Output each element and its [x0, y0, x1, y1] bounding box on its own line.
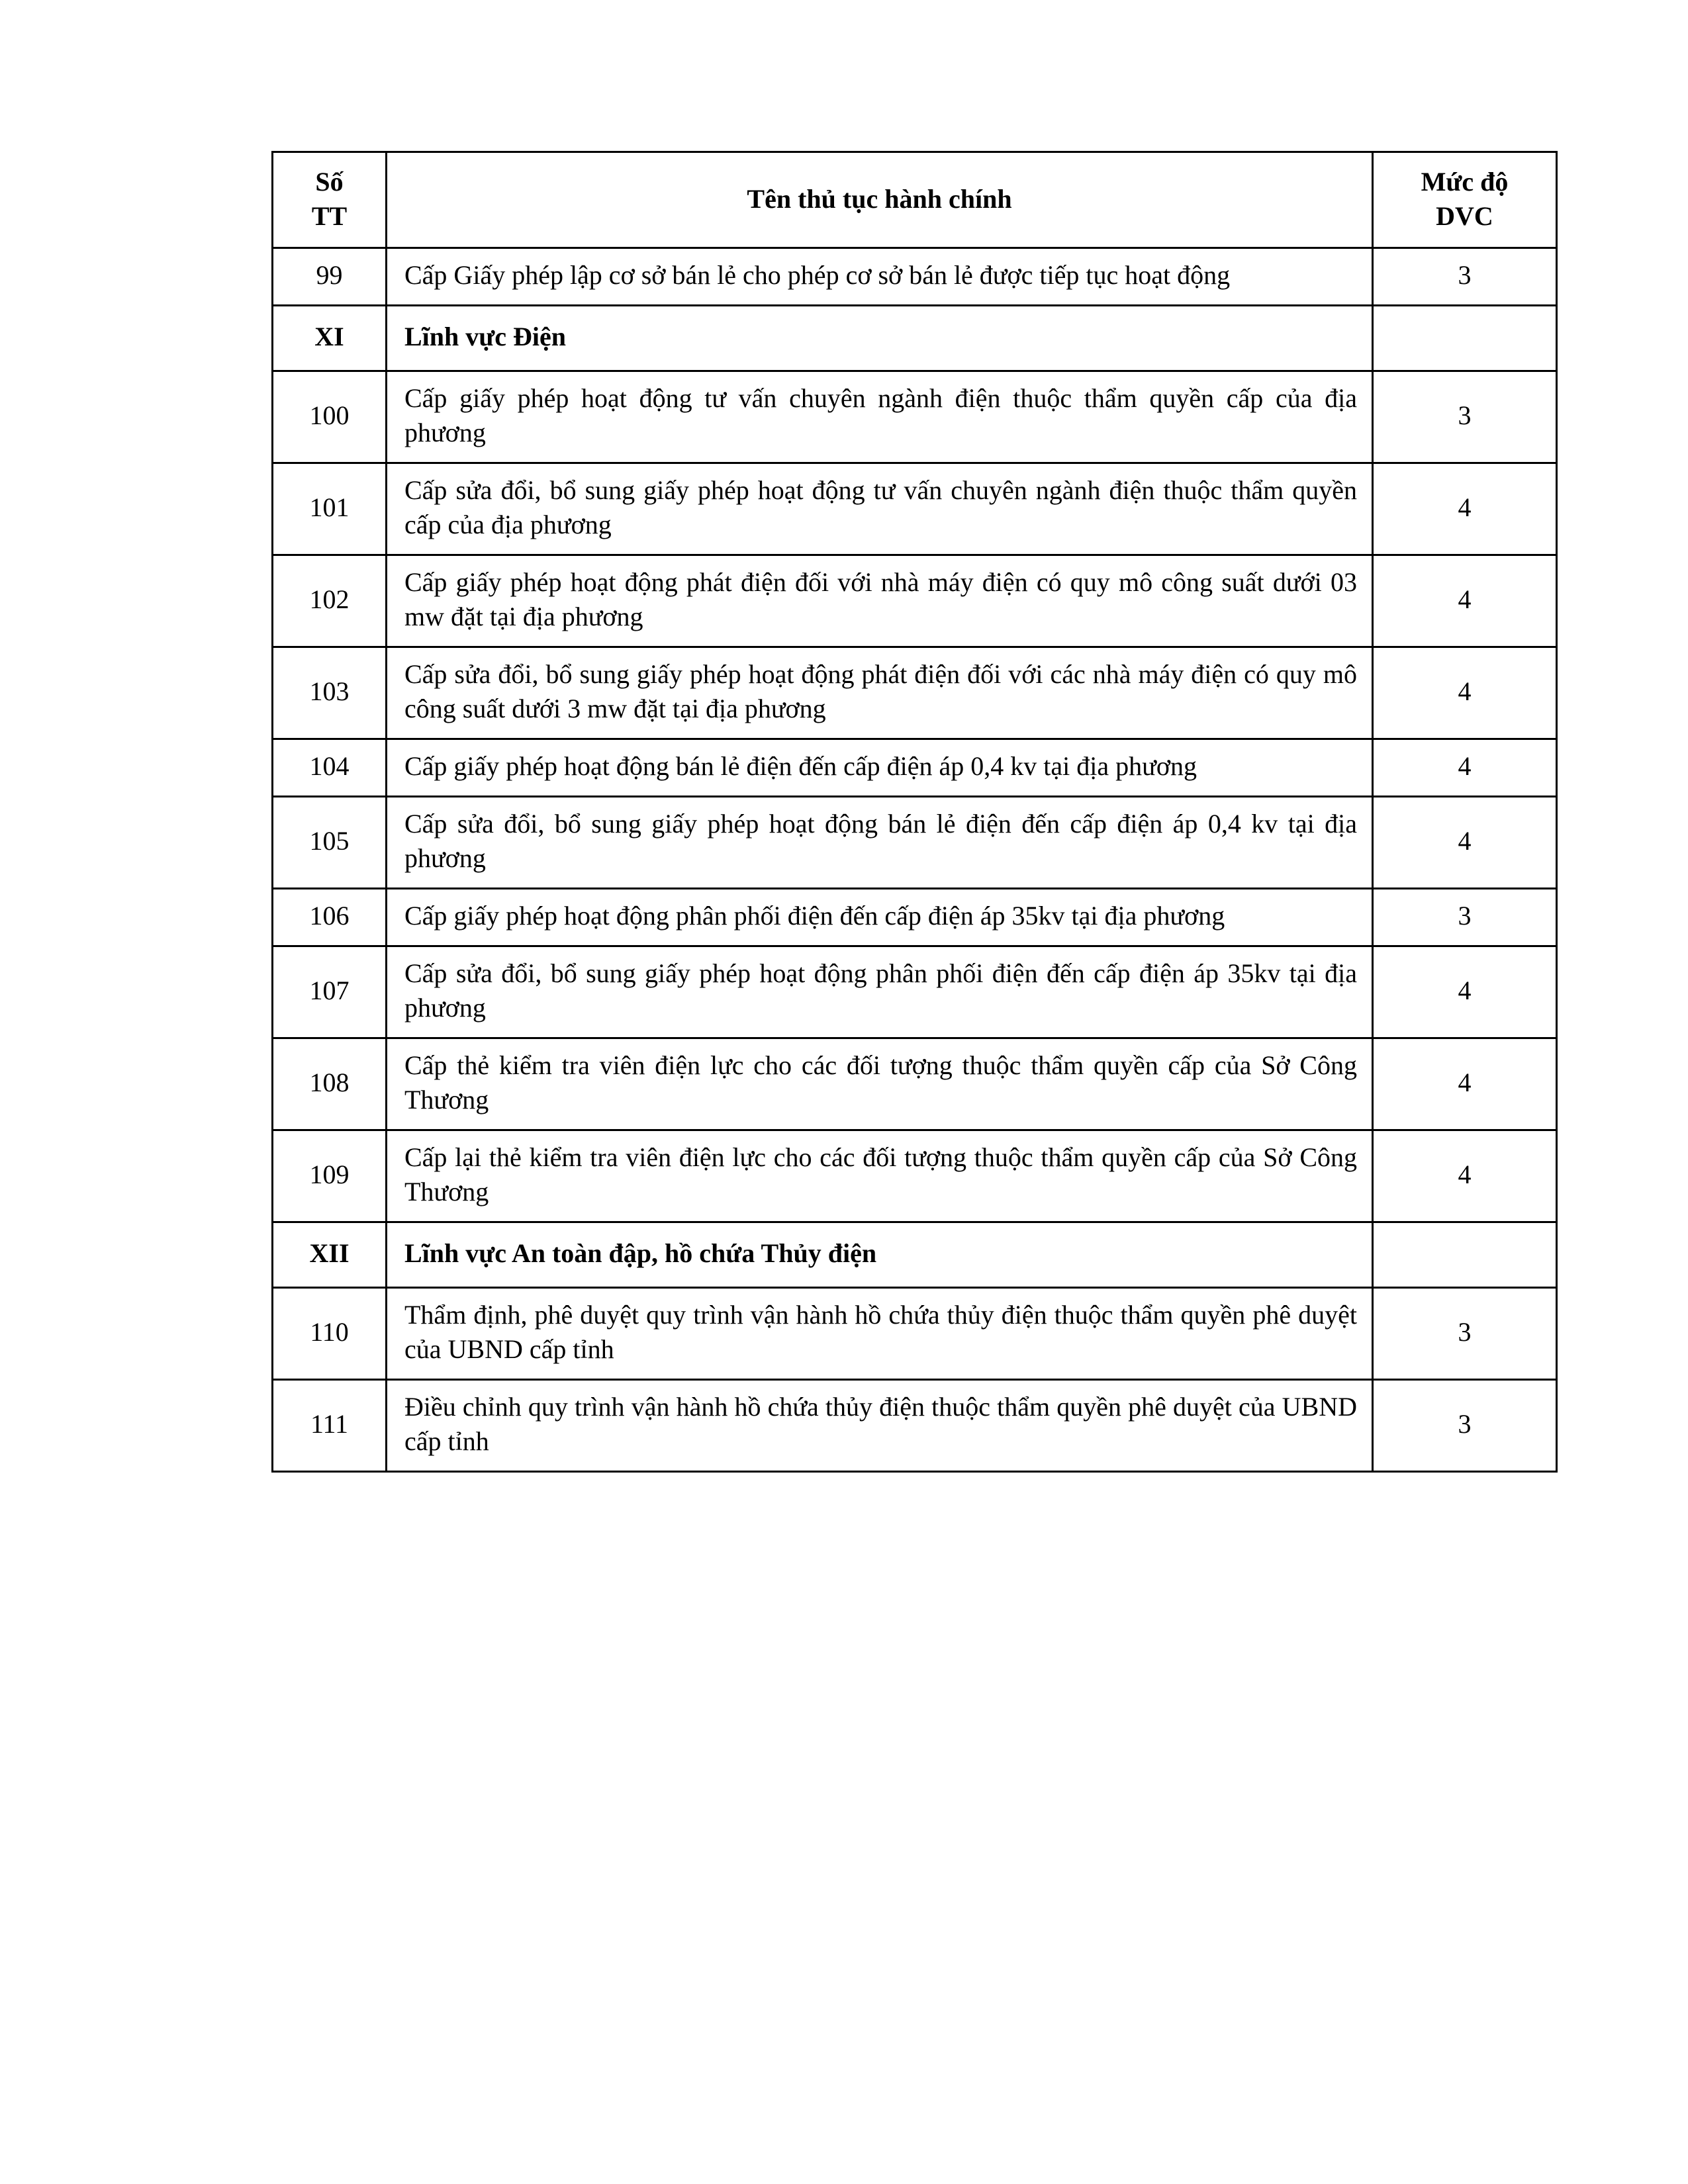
- row-section-title: Lĩnh vực An toàn đập, hồ chứa Thủy điện: [387, 1222, 1373, 1288]
- row-service-level: 4: [1373, 739, 1557, 797]
- column-header-service-level: [1373, 152, 1557, 248]
- row-procedure-name: Cấp sửa đổi, bổ sung giấy phép hoạt động tư vấn chuyên ngành điện thuộc thẩm quyền cấp của địa phương: [387, 463, 1373, 555]
- table-row: [273, 1380, 1557, 1472]
- column-header-stt: [273, 152, 387, 248]
- row-service-level: 3: [1373, 248, 1557, 306]
- row-stt: 101: [273, 463, 387, 555]
- column-header-procedure-name: Tên thủ tục hành chính: [387, 152, 1373, 248]
- row-service-level: 4: [1373, 555, 1557, 647]
- row-stt: 109: [273, 1130, 387, 1222]
- table-row: [273, 1038, 1557, 1130]
- row-service-level: 4: [1373, 946, 1557, 1038]
- row-stt: 99: [273, 248, 387, 306]
- row-stt: 108: [273, 1038, 387, 1130]
- row-service-level: 3: [1373, 371, 1557, 463]
- column-header-muc-line2: DVC: [1436, 201, 1493, 231]
- row-stt: 104: [273, 739, 387, 797]
- table-row: [273, 797, 1557, 889]
- row-procedure-name: Cấp sửa đổi, bổ sung giấy phép hoạt động bán lẻ điện đến cấp điện áp 0,4 kv tại địa phương: [387, 797, 1373, 889]
- row-procedure-name: Cấp thẻ kiểm tra viên điện lực cho các đối tượng thuộc thẩm quyền cấp của Sở Công Thương: [387, 1038, 1373, 1130]
- table-row: [273, 463, 1557, 555]
- row-stt: 100: [273, 371, 387, 463]
- row-procedure-name: Cấp lại thẻ kiểm tra viên điện lực cho các đối tượng thuộc thẩm quyền cấp của Sở Công Thương: [387, 1130, 1373, 1222]
- row-section-title: Lĩnh vực Điện: [387, 306, 1373, 371]
- table-row-section: [273, 1222, 1557, 1288]
- row-procedure-name: Cấp giấy phép hoạt động phát điện đối với nhà máy điện có quy mô công suất dưới 03 mw đặt tại địa phương: [387, 555, 1373, 647]
- row-stt: 105: [273, 797, 387, 889]
- table-row: [273, 248, 1557, 306]
- table-row: [273, 1130, 1557, 1222]
- column-header-muc-line1: Mức độ: [1421, 167, 1509, 197]
- table-row: [273, 946, 1557, 1038]
- row-stt: 110: [273, 1288, 387, 1380]
- row-service-level: 3: [1373, 1380, 1557, 1472]
- row-procedure-name: Cấp sửa đổi, bổ sung giấy phép hoạt động phát điện đối với các nhà máy điện có quy mô công suất dưới 3 mw đặt tại địa phương: [387, 647, 1373, 739]
- row-procedure-name: Thẩm định, phê duyệt quy trình vận hành hồ chứa thủy điện thuộc thẩm quyền phê duyệt của UBND cấp tỉnh: [387, 1288, 1373, 1380]
- table-row: [273, 1288, 1557, 1380]
- row-stt: 103: [273, 647, 387, 739]
- table-row: [273, 371, 1557, 463]
- table-row: [273, 889, 1557, 946]
- row-stt: XII: [273, 1222, 387, 1288]
- row-service-level: 4: [1373, 1130, 1557, 1222]
- row-stt: 106: [273, 889, 387, 946]
- table-body: [273, 248, 1557, 1472]
- row-stt: 107: [273, 946, 387, 1038]
- column-header-stt-line2: TT: [311, 201, 348, 231]
- table-row: [273, 647, 1557, 739]
- table-row: [273, 555, 1557, 647]
- column-header-stt-line1: Số: [315, 167, 344, 197]
- row-procedure-name: Cấp giấy phép hoạt động bán lẻ điện đến cấp điện áp 0,4 kv tại địa phương: [387, 739, 1373, 797]
- row-service-level: 4: [1373, 797, 1557, 889]
- administrative-procedures-table: [271, 151, 1558, 1473]
- row-service-level: 4: [1373, 1038, 1557, 1130]
- table-header-row: [273, 152, 1557, 248]
- row-stt: 111: [273, 1380, 387, 1472]
- table-row: [273, 739, 1557, 797]
- row-procedure-name: Cấp Giấy phép lập cơ sở bán lẻ cho phép cơ sở bán lẻ được tiếp tục hoạt động: [387, 248, 1373, 306]
- row-procedure-name: Cấp sửa đổi, bổ sung giấy phép hoạt động phân phối điện đến cấp điện áp 35kv tại địa phương: [387, 946, 1373, 1038]
- row-stt: 102: [273, 555, 387, 647]
- row-stt: XI: [273, 306, 387, 371]
- row-service-level: [1373, 1222, 1557, 1288]
- row-service-level: 3: [1373, 889, 1557, 946]
- table-row-section: [273, 306, 1557, 371]
- row-service-level: 4: [1373, 647, 1557, 739]
- row-service-level: [1373, 306, 1557, 371]
- row-service-level: 3: [1373, 1288, 1557, 1380]
- row-procedure-name: Cấp giấy phép hoạt động tư vấn chuyên ngành điện thuộc thẩm quyền cấp của địa phương: [387, 371, 1373, 463]
- row-procedure-name: Cấp giấy phép hoạt động phân phối điện đến cấp điện áp 35kv tại địa phương: [387, 889, 1373, 946]
- row-procedure-name: Điều chỉnh quy trình vận hành hồ chứa thủy điện thuộc thẩm quyền phê duyệt của UBND cấp tỉnh: [387, 1380, 1373, 1472]
- row-service-level: 4: [1373, 463, 1557, 555]
- table-header: [273, 152, 1557, 248]
